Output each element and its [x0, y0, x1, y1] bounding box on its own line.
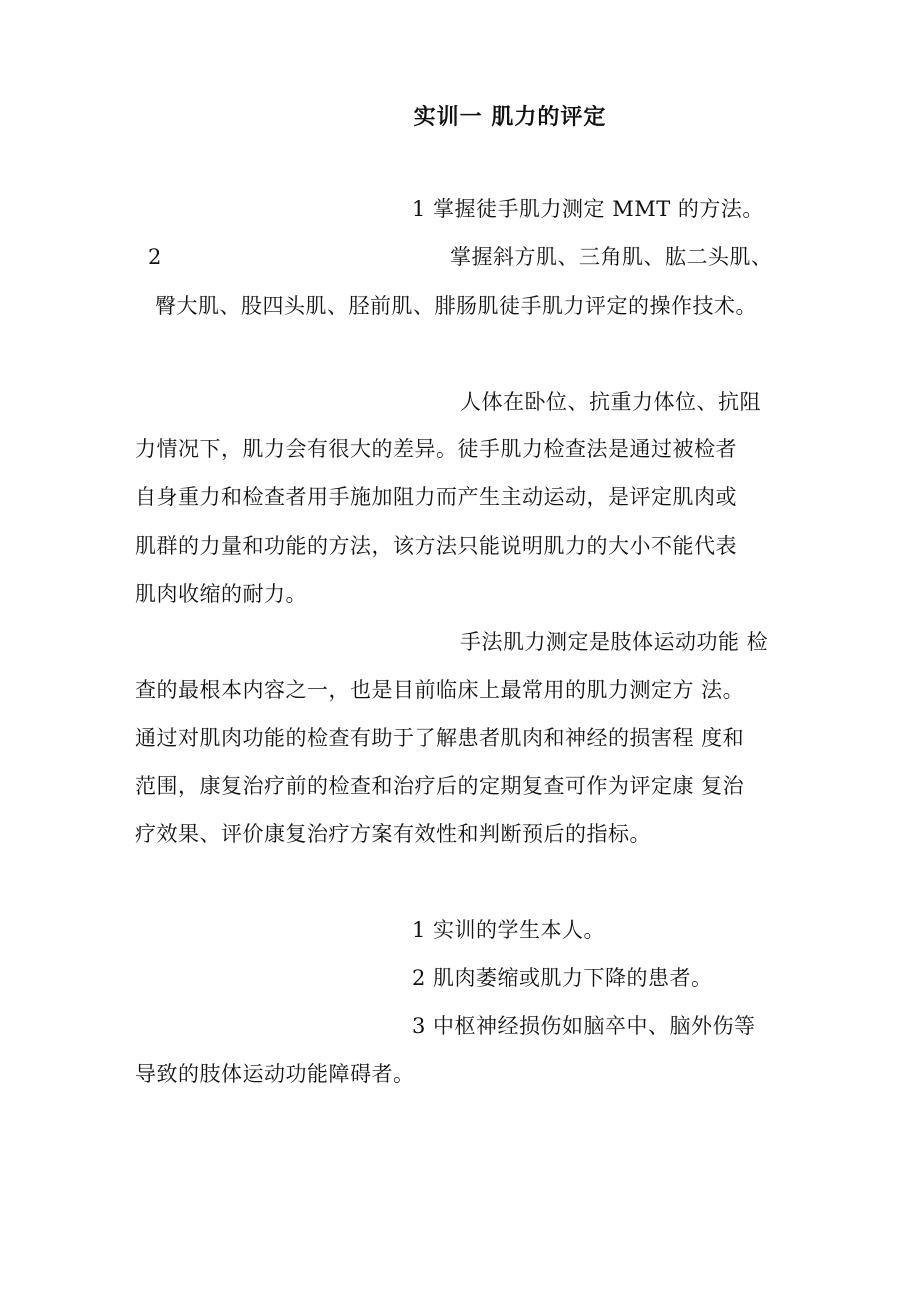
- principle-para1-line: 力情况下，肌力会有很大的差异。徒手肌力检查法是通过被检者: [135, 437, 737, 461]
- subject-item-3-line-2: 导致的肢体运动功能障碍者。: [135, 1062, 415, 1086]
- page-title: 实训一 肌力的评定: [413, 105, 607, 130]
- principle-para1-line: 自身重力和检查者用手施加阻力而产生主动运动，是评定肌肉或: [135, 485, 737, 509]
- principle-para1-line: 肌群的力量和功能的方法，该方法只能说明肌力的大小不能代表: [135, 534, 737, 558]
- objective-item-2-line-1: 掌握斜方肌、三角肌、肱二头肌、: [450, 245, 773, 269]
- principle-para1-line: 肌肉收缩的耐力。: [135, 582, 307, 606]
- principle-para2-line: 通过对肌肉功能的检查有助于了解患者肌肉和神经的损害程 度和: [135, 726, 745, 750]
- objective-item-2-line-2: 臀大肌、股四头肌、胫前肌、腓肠肌徒手肌力评定的操作技术。: [155, 294, 757, 318]
- principle-para2-line: 手法肌力测定是肢体运动功能 检: [460, 630, 769, 654]
- principle-para1-line: 人体在卧位、抗重力体位、抗阻: [460, 390, 761, 414]
- principle-para2-line: 疗效果、评价康复治疗方案有效性和判断预后的指标。: [135, 822, 651, 846]
- subject-item-3-line-1: 3 中枢神经损伤如脑卒中、脑外伤等: [412, 1014, 756, 1038]
- subject-item-1: 1 实训的学生本人。: [412, 918, 606, 942]
- subject-item-2: 2 肌肉萎缩或肌力下降的患者。: [412, 966, 713, 990]
- objective-item-1: 1 掌握徒手肌力测定 MMT 的方法。: [412, 197, 764, 221]
- principle-para2-line: 范围，康复治疗前的检查和治疗后的定期复查可作为评定康 复治: [135, 774, 745, 798]
- principle-para2-line: 查的最根本内容之一，也是目前临床上最常用的肌力测定方 法。: [135, 678, 745, 702]
- objective-item-2-number: 2: [148, 245, 162, 269]
